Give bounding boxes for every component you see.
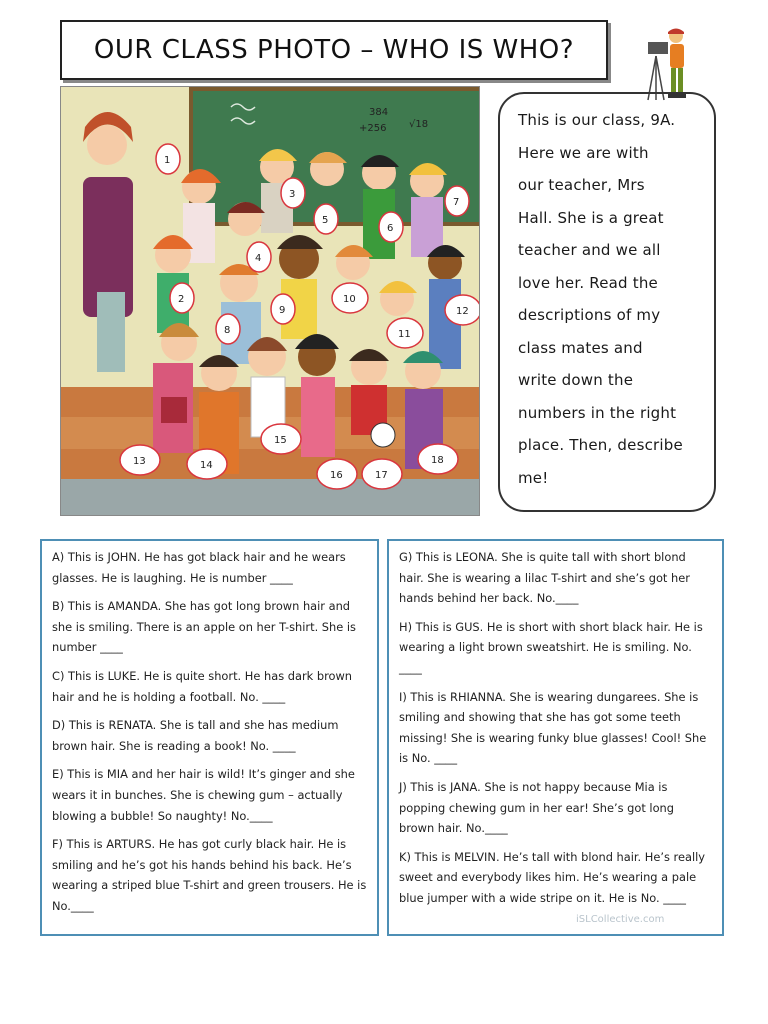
- svg-text:18: 18: [431, 455, 444, 466]
- number-circle-2: [170, 283, 194, 313]
- bubble-line: numbers in the right: [518, 403, 677, 422]
- speech-bubble: [498, 92, 716, 512]
- description-k: K) This is MELVIN. He’s tall with blond hair. He’s really sweet and everybody likes him. He’s wearing a pale blue jumper with a wide stripe on it. He is No. ____: [399, 849, 706, 905]
- number-circle-14: [187, 449, 227, 479]
- worksheet-title-box: [60, 20, 608, 80]
- number-circle-17: [362, 459, 402, 489]
- board-number-3: √18: [409, 119, 429, 130]
- bubble-line: Here we are with: [518, 143, 649, 162]
- svg-text:12: 12: [456, 306, 469, 317]
- bubble-line: This is our class, 9A.: [518, 111, 676, 129]
- svg-text:8: 8: [224, 325, 231, 336]
- number-circle-8: [216, 314, 240, 344]
- bubble-line: Hall. She is a great: [518, 208, 664, 227]
- number-circle-5: [314, 204, 338, 234]
- svg-text:1: 1: [164, 155, 171, 166]
- number-circle-10: [332, 283, 368, 313]
- description-h: H) This is GUS. He is short with short black hair. He is wearing a light brown sweatshirt. He is smiling. No. ____: [399, 619, 703, 675]
- number-circle-11: [387, 318, 423, 348]
- number-circle-15: [261, 424, 301, 454]
- number-circle-7: [445, 186, 469, 216]
- bubble-line: descriptions of my: [518, 306, 661, 324]
- svg-text:17: 17: [375, 470, 388, 481]
- svg-text:13: 13: [133, 456, 146, 467]
- svg-text:5: 5: [322, 215, 329, 226]
- number-circle-18: [418, 444, 458, 474]
- description-b: B) This is AMANDA. She has got long brown hair and she is smiling. There is an apple on her T-shirt. She is number ____: [52, 599, 356, 655]
- bubble-line: me!: [518, 468, 549, 487]
- svg-text:6: 6: [387, 223, 394, 234]
- bubble-line: love her. Read the: [518, 273, 658, 292]
- svg-text:10: 10: [343, 294, 356, 305]
- bubble-line: class mates and: [518, 338, 643, 357]
- svg-text:9: 9: [279, 305, 286, 316]
- number-circle-1: [156, 144, 180, 174]
- descriptions-right-column: [387, 539, 724, 936]
- board-number-2: +256: [359, 123, 387, 134]
- description-f: F) This is ARTURS. He has got curly black hair. He is smiling and he’s got his hands behind his back. He’s wearing a striped blue T-shirt and green trousers. He is No.____: [52, 837, 367, 913]
- bubble-line: our teacher, Mrs: [518, 176, 645, 194]
- description-a: A) This is JOHN. He has got black hair and he wears glasses. He is laughing. He is number ____: [52, 550, 346, 585]
- descriptions-left-column: [40, 539, 379, 936]
- description-c: C) This is LUKE. He is quite short. He has dark brown hair and he is holding a football. No. ____: [52, 668, 353, 704]
- description-d: D) This is RENATA. She is tall and she has medium brown hair. She is reading a book! No. ____: [52, 718, 339, 753]
- svg-text:4: 4: [255, 253, 262, 264]
- number-circle-13: [120, 445, 160, 475]
- svg-text:11: 11: [398, 329, 411, 340]
- number-circle-3: [281, 178, 305, 208]
- description-e: E) This is MIA and her hair is wild! It’s ginger and she wears it in bunches. She is chewing gum – actually blowing a bubble! So naughty! No.____: [52, 767, 355, 823]
- svg-text:14: 14: [200, 460, 213, 471]
- number-circle-12: [445, 295, 480, 325]
- number-circle-16: [317, 459, 357, 489]
- svg-text:3: 3: [289, 189, 296, 200]
- class-photo: [60, 86, 480, 516]
- svg-text:16: 16: [330, 470, 343, 481]
- number-circle-4: [247, 242, 271, 272]
- number-circle-6: [379, 212, 403, 242]
- board-number-1: 384: [369, 107, 389, 118]
- bubble-line: teacher and we all: [518, 241, 661, 259]
- svg-text:15: 15: [274, 435, 287, 446]
- photographer-icon: [646, 26, 696, 102]
- svg-text:7: 7: [453, 197, 460, 208]
- description-j: J) This is JANA. She is not happy because Mia is popping chewing gum in her ear! She’s got long brown hair. No.____: [399, 779, 674, 836]
- description-i: I) This is RHIANNA. She is wearing dungarees. She is smiling and showing that she has got some teeth missing! She is wearing funky blue glasses! Cool! She is No. ____: [399, 689, 707, 766]
- description-g: G) This is LEONA. She is quite tall with short blond hair. She is wearing a lilac T-shirt and she’s got her hands behind her back. No.____: [399, 550, 690, 606]
- svg-text:2: 2: [178, 294, 185, 305]
- number-circle-9: [271, 294, 295, 324]
- bubble-line: place. Then, describe: [518, 436, 683, 454]
- bubble-line: write down the: [518, 371, 634, 389]
- watermark: iSLCollective.com: [576, 914, 665, 925]
- worksheet-title: OUR CLASS PHOTO – WHO IS WHO?: [93, 35, 575, 65]
